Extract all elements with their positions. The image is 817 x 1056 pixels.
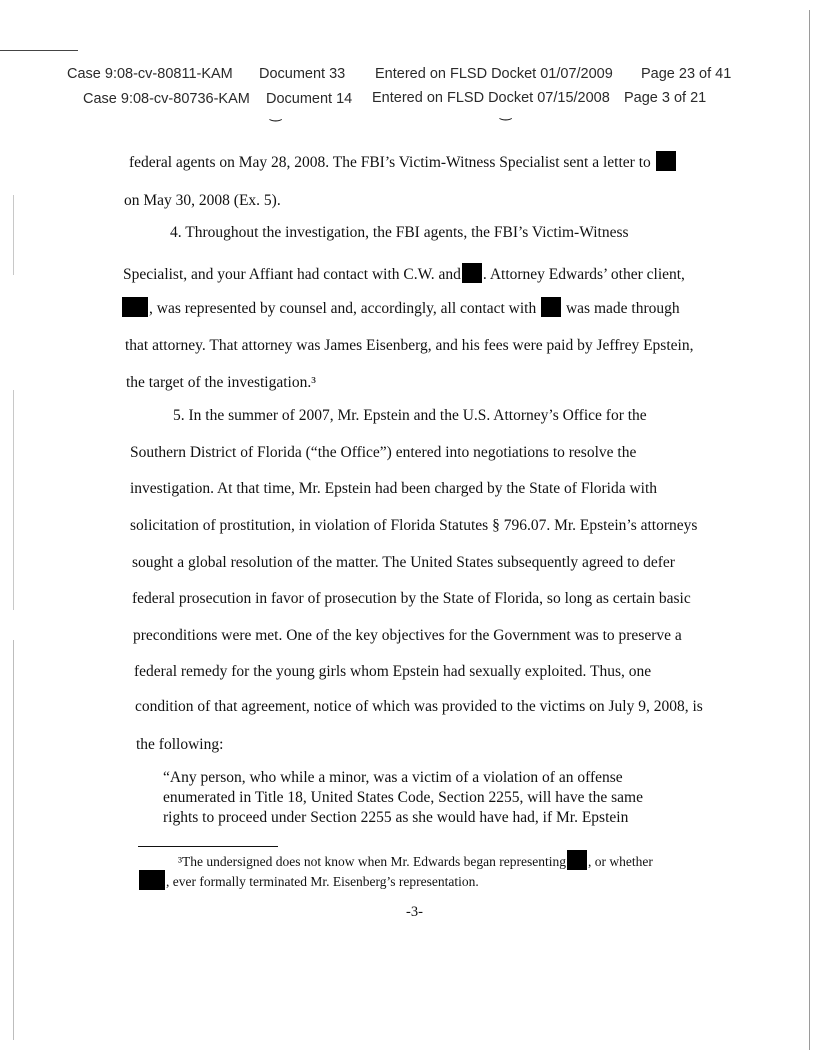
header-page-2: Page 3 of 21 xyxy=(624,90,707,106)
footnote-text: , or whether xyxy=(587,854,653,869)
footnote-text: ³The undersigned does not know when Mr. Edwards began representing xyxy=(178,854,566,869)
scan-mark-left: ‿ xyxy=(270,106,282,122)
paragraph-5-line-7: preconditions were met. One of the key objectives for the Government was to preserve a xyxy=(133,627,682,644)
block-quote-line-1: “Any person, who while a minor, was a victim of a violation of an offense xyxy=(163,769,623,786)
redaction-box xyxy=(656,151,676,171)
body-text: , was represented by counsel and, accordingly, all contact with xyxy=(149,300,537,317)
redaction-box xyxy=(462,263,482,283)
page-number: -3- xyxy=(406,904,423,920)
paragraph-5-line-4: solicitation of prostitution, in violation of Florida Statutes § 796.07. Mr. Epstein’s attorneys xyxy=(130,517,698,534)
paragraph-4-line-4: that attorney. That attorney was James Eisenberg, and his fees were paid by Jeffrey Epstein, xyxy=(125,337,694,354)
footnote-divider xyxy=(138,846,278,847)
redaction-box xyxy=(567,850,587,870)
scan-edge-right xyxy=(809,10,810,1050)
body-text: . Attorney Edwards’ other client, xyxy=(482,266,685,283)
body-line-2: on May 30, 2008 (Ex. 5). xyxy=(124,192,281,209)
footnote-line-2 xyxy=(138,870,479,890)
paragraph-5-line-6: federal prosecution in favor of prosecution by the State of Florida, so long as certain basic xyxy=(132,590,691,607)
header-document-1: Document 33 xyxy=(259,66,346,82)
paragraph-4-line-5: the target of the investigation.³ xyxy=(126,374,316,391)
header-docket-entry-1: Entered on FLSD Docket 01/07/2009 xyxy=(375,66,613,82)
body-line-1 xyxy=(129,151,677,172)
paragraph-5-line-1: 5. In the summer of 2007, Mr. Epstein and the U.S. Attorney’s Office for the xyxy=(173,407,647,424)
footnote-text: , ever formally terminated Mr. Eisenberg’s representation. xyxy=(166,874,479,889)
block-quote-line-3: rights to proceed under Section 2255 as she would have had, if Mr. Epstein xyxy=(163,809,629,826)
footnote-line-1 xyxy=(178,850,653,870)
header-document-2: Document 14 xyxy=(266,91,353,107)
scan-edge-left-2 xyxy=(13,390,14,610)
scan-artifact-line xyxy=(0,50,78,51)
header-case-number-1: Case 9:08-cv-80811-KAM xyxy=(67,66,233,82)
paragraph-5-line-2: Southern District of Florida (“the Office”) entered into negotiations to resolve the xyxy=(130,444,637,461)
redaction-box xyxy=(122,297,148,317)
header-docket-entry-2: Entered on FLSD Docket 07/15/2008 xyxy=(372,90,610,106)
redaction-box xyxy=(541,297,561,317)
paragraph-4-line-3 xyxy=(121,297,680,318)
scan-edge-left-3 xyxy=(13,640,14,1040)
block-quote-line-2: enumerated in Title 18, United States Code, Section 2255, will have the same xyxy=(163,789,643,806)
body-text: was made through xyxy=(562,300,680,317)
header-page-1: Page 23 of 41 xyxy=(641,66,732,82)
body-text: Specialist, and your Affiant had contact with C.W. and xyxy=(123,266,461,283)
paragraph-4-line-2 xyxy=(123,263,685,284)
paragraph-5-line-5: sought a global resolution of the matter. The United States subsequently agreed to defer xyxy=(132,554,675,571)
redaction-box xyxy=(139,870,165,890)
paragraph-4-line-1: 4. Throughout the investigation, the FBI agents, the FBI’s Victim-Witness xyxy=(170,224,629,241)
header-case-number-2: Case 9:08-cv-80736-KAM xyxy=(83,91,250,107)
paragraph-5-line-10: the following: xyxy=(136,736,224,753)
scan-mark-right: ‿ xyxy=(500,105,512,121)
paragraph-5-line-3: investigation. At that time, Mr. Epstein had been charged by the State of Florida with xyxy=(130,480,658,497)
paragraph-5-line-8: federal remedy for the young girls whom Epstein had sexually exploited. Thus, one xyxy=(134,663,652,680)
body-text: federal agents on May 28, 2008. The FBI’s Victim-Witness Specialist sent a letter to xyxy=(129,154,651,171)
paragraph-5-line-9: condition of that agreement, notice of which was provided to the victims on July 9, 2008, is xyxy=(135,698,703,715)
scan-edge-left-1 xyxy=(13,195,14,275)
